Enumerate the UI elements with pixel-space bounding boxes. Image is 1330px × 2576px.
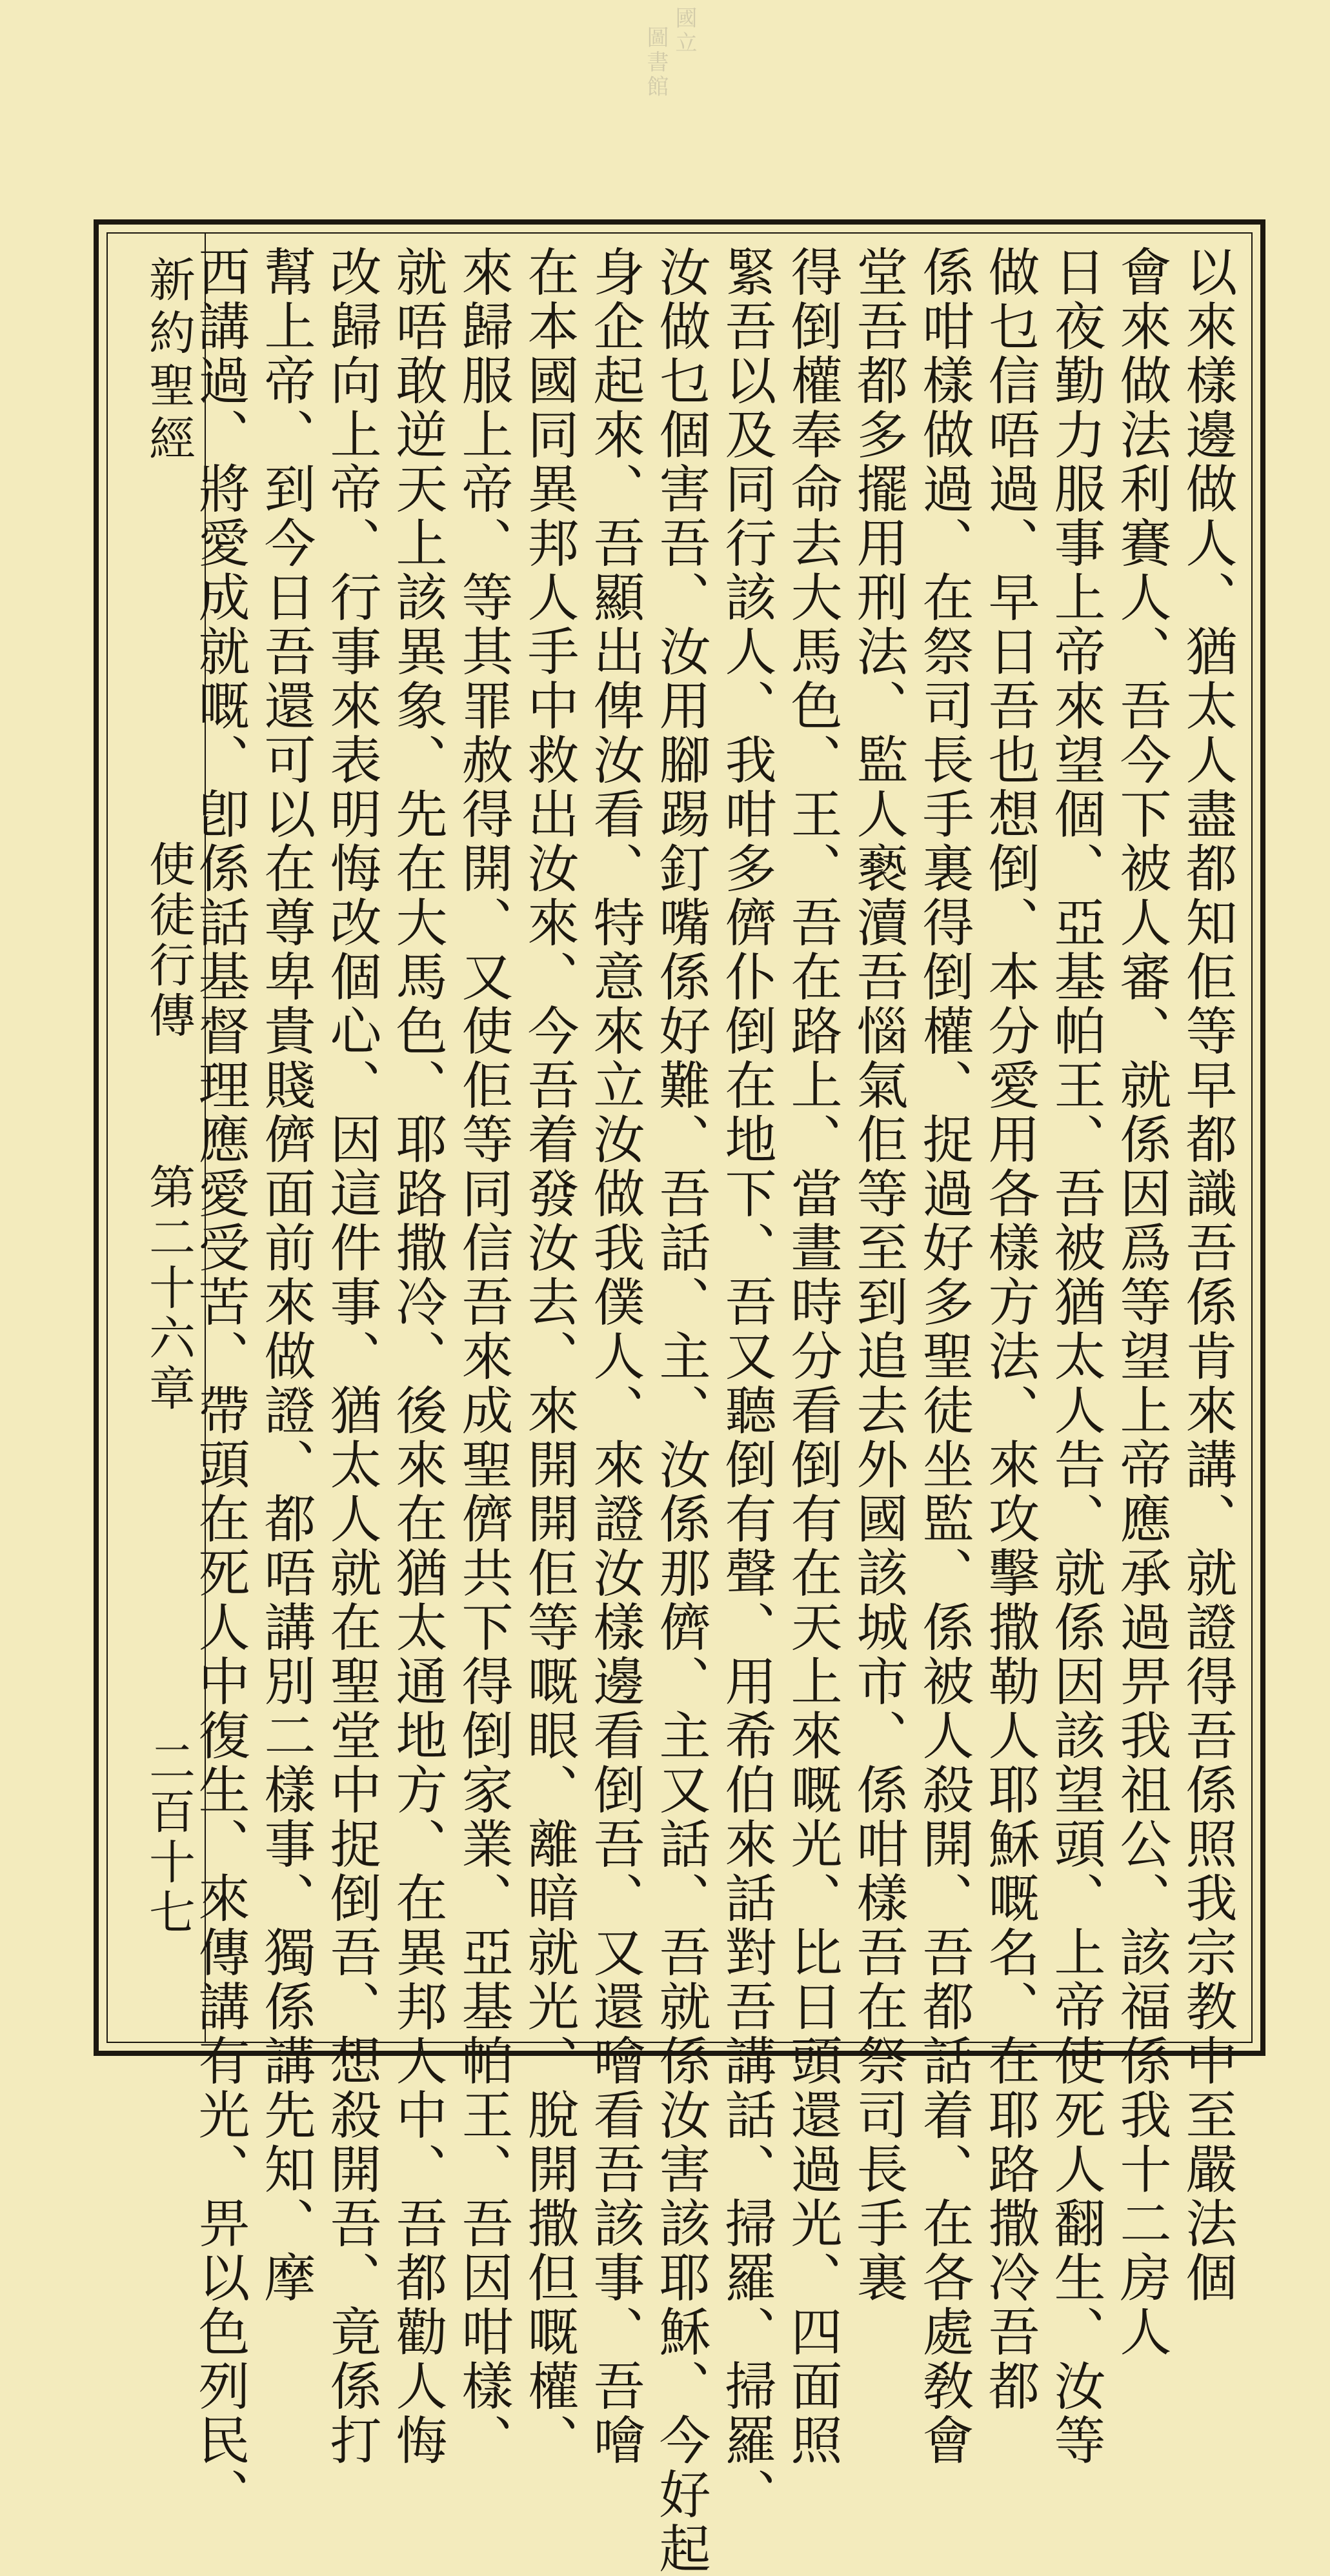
text-column: 汝做乜個害吾、汝用腳踢釘嘴係好難、吾話、主、汝係那儕、主又話、吾就係汝害該耶穌、今好起 [650,245,710,2576]
scripture-text [190,245,1240,2576]
chapter-number: 第二十六章 [141,1163,196,1414]
page-frame [94,219,1265,2576]
page-inner-border [106,232,1253,2576]
book-title: 新約聖經 [141,256,196,467]
page-number: 二百十七 [141,1737,196,1938]
stamp-line-2: 圖書館 [643,26,669,99]
text-column: 緊吾以及同行該人、我咁多儕仆倒在地下、吾又聽倒有聲、用希伯來話對吾講話、掃羅、掃羅、 [716,245,776,2522]
text-column: 會來做法利賽人、吾今下被人審、就係因爲等望上帝應承過畀我祖公、該福係我十二房人 [1111,245,1171,2359]
text-column: 身企起來、吾顯出俾汝看、特意來立汝做我僕人、來證汝樣邊看倒吾、又還噲看吾該事、吾噲 [585,245,645,2468]
text-column: 在本國同異邦人手中救出汝來、今吾着發汝去、來開開佢等嘅眼、離暗就光、脫開撒但嘅權、 [519,245,579,2468]
text-column: 幫上帝、到今日吾還可以在尊卑貴賤儕面前來做證、都唔講別二樣事、獨係講先知、摩 [256,245,316,2305]
stamp-line-1: 國立 [671,6,697,55]
text-column: 日夜勤力服事上帝來望個、亞基帕王、吾被猶太人告、就係因該望頭、上帝使死人翻生、汝等 [1045,245,1105,2468]
text-column: 係咁樣做過、在祭司長手裏得倒權、捉過好多聖徒坐監、係被人殺開、吾都話着、在各處敎會 [914,245,974,2468]
text-column: 來歸服上帝、等其罪赦得開、又使佢等同信吾來成聖儕共下得倒家業、亞基帕王、吾因咁樣、 [453,245,513,2468]
text-column: 得倒權奉命去大馬色、王、吾在路上、當晝時分看倒有在天上來嘅光、比日頭還過光、四面照 [782,245,842,2468]
library-stamp [639,6,697,200]
text-column: 做乜信唔過、早日吾也想倒、本分愛用各樣方法、來攻擊撒勒人耶穌嘅名、在耶路撒冷吾都 [980,245,1040,2413]
text-column: 以來樣邊做人、猶太人盡都知佢等早都識吾係肯來講、就證得吾係照我宗教中至嚴法個 [1177,245,1237,2305]
text-column: 堂吾都多擺用刑法、監人褻瀆吾惱氣佢等至到追去外國該城市、係咁樣吾在祭司長手裏 [848,245,908,2305]
section-title: 使徒行傳 [141,840,196,1041]
text-column: 就唔敢逆天上該異象、先在大馬色、耶路撒冷、後來在猶太通地方、在異邦人中、吾都勸人悔 [387,245,447,2468]
text-column: 西講過、將愛成就嘅、卽係話基督理應愛受苦、帶頭在死人中復生、來傳講有光、畀以色列民、 [190,245,250,2522]
text-column: 改歸向上帝、行事來表明悔改個心、因這件事、猶太人就在聖堂中捉倒吾、想殺開吾、竟係打 [321,245,381,2468]
